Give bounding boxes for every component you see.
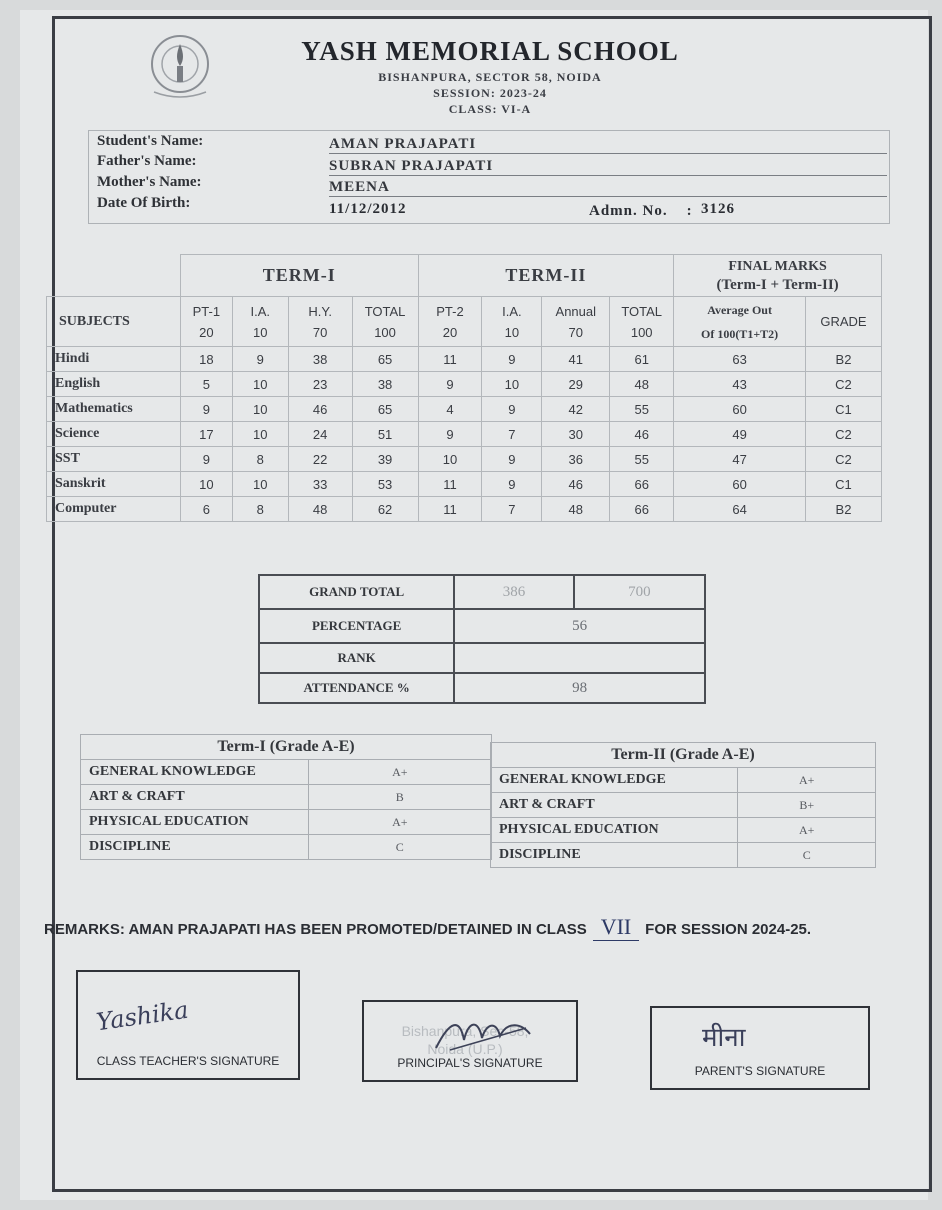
percentage-value: 56: [454, 609, 705, 643]
summary-table: [258, 574, 706, 704]
col-header: H.Y. 70: [288, 297, 352, 347]
principal-signature-mark: [430, 1010, 540, 1058]
table-row: [47, 447, 882, 472]
session: SESSION: 2023-24: [433, 86, 547, 100]
mark-cell: 10: [232, 397, 288, 422]
mark-cell: 36: [542, 447, 610, 472]
mark-cell: 17: [180, 422, 232, 447]
mark-cell: 63: [674, 347, 806, 372]
rank-value: [454, 643, 705, 673]
mark-cell: 4: [418, 397, 482, 422]
activity-grade: B+: [738, 793, 876, 818]
mark-cell: 7: [482, 422, 542, 447]
grand-total-label: GRAND TOTAL: [259, 575, 454, 609]
mark-cell: 66: [610, 472, 674, 497]
mark-cell: 22: [288, 447, 352, 472]
col-header: TOTAL 100: [610, 297, 674, 347]
mark-cell: 8: [232, 447, 288, 472]
mark-cell: 9: [180, 447, 232, 472]
col-header: Annual 70: [542, 297, 610, 347]
table-row: [81, 785, 492, 810]
remarks: [44, 914, 811, 941]
mark-cell: 65: [352, 397, 418, 422]
principal-caption: PRINCIPAL'S SIGNATURE: [397, 1056, 543, 1070]
table-row: [47, 397, 882, 422]
mark-cell: 9: [418, 422, 482, 447]
mark-cell: 30: [542, 422, 610, 447]
subject-name: Hindi: [47, 347, 181, 372]
dob-label: Date Of Birth:: [97, 195, 191, 211]
mark-cell: 55: [610, 397, 674, 422]
column-header-row: [47, 297, 882, 347]
term1-heading: TERM-I: [180, 255, 418, 297]
col-header: TOTAL 100: [352, 297, 418, 347]
mark-cell: 38: [288, 347, 352, 372]
mark-cell: 9: [232, 347, 288, 372]
table-row: [47, 497, 882, 522]
mark-cell: 46: [542, 472, 610, 497]
father-name: SUBRAN PRAJAPATI: [329, 158, 887, 176]
activity-grade: B: [308, 785, 491, 810]
table-row: [491, 793, 876, 818]
mark-cell: 43: [674, 372, 806, 397]
mark-cell: 5: [180, 372, 232, 397]
mark-cell: 10: [482, 372, 542, 397]
class: CLASS: VI-A: [448, 102, 532, 116]
col-header: PT-2 20: [418, 297, 482, 347]
activity-name: DISCIPLINE: [81, 835, 309, 860]
grand-total-obtained: 386: [454, 575, 573, 609]
activity-grade: A+: [738, 768, 876, 793]
subject-name: English: [47, 372, 181, 397]
mark-cell: 48: [288, 497, 352, 522]
mark-cell: 60: [674, 472, 806, 497]
admn-number: 3126: [701, 201, 735, 217]
principal-signature-box: [362, 1000, 578, 1082]
table-row: [81, 835, 492, 860]
activity-grade: A+: [308, 760, 491, 785]
mark-cell: 10: [232, 372, 288, 397]
parent-signature-box: [650, 1006, 870, 1090]
mark-cell: 10: [232, 472, 288, 497]
class-teacher-caption: CLASS TEACHER'S SIGNATURE: [96, 1054, 280, 1068]
mark-cell: 11: [418, 347, 482, 372]
table-row: [47, 347, 882, 372]
remarks-prefix: REMARKS: AMAN PRAJAPATI HAS BEEN PROMOTED/DETAINED IN CLASS: [44, 921, 587, 938]
term2-coscholastic-table: [490, 742, 876, 868]
mark-cell: 29: [542, 372, 610, 397]
table-row: [491, 843, 876, 868]
mark-cell: 24: [288, 422, 352, 447]
mark-cell: 47: [674, 447, 806, 472]
mark-cell: 42: [542, 397, 610, 422]
dob-value: 11/12/2012: [329, 201, 407, 217]
activity-name: PHYSICAL EDUCATION: [491, 818, 738, 843]
subject-name: Computer: [47, 497, 181, 522]
father-name-label: Father's Name:: [97, 153, 197, 169]
mark-cell: 41: [542, 347, 610, 372]
activity-grade: C: [308, 835, 491, 860]
subject-name: Sanskrit: [47, 472, 181, 497]
student-info-box: [88, 130, 890, 224]
mark-cell: 62: [352, 497, 418, 522]
promoted-class: VII: [593, 914, 639, 941]
term1-coscholastic-title: Term-I (Grade A-E): [81, 735, 492, 760]
mark-cell: 9: [482, 397, 542, 422]
subjects-header: SUBJECTS: [47, 297, 181, 347]
activity-name: ART & CRAFT: [491, 793, 738, 818]
table-row: [491, 768, 876, 793]
mark-cell: 48: [610, 372, 674, 397]
school-logo-icon: [140, 30, 220, 102]
mark-cell: 60: [674, 397, 806, 422]
mark-cell: C2: [805, 447, 881, 472]
table-row: [47, 472, 882, 497]
grade-header: GRADE: [805, 297, 881, 347]
mark-cell: 51: [352, 422, 418, 447]
mark-cell: 9: [418, 372, 482, 397]
subject-name: Mathematics: [47, 397, 181, 422]
mark-cell: 65: [352, 347, 418, 372]
term2-heading: TERM-II: [418, 255, 674, 297]
term1-coscholastic-table: [80, 734, 492, 860]
mark-cell: B2: [805, 497, 881, 522]
mark-cell: C1: [805, 397, 881, 422]
attendance-label: ATTENDANCE %: [259, 673, 454, 703]
activity-grade: C: [738, 843, 876, 868]
mark-cell: 11: [418, 497, 482, 522]
activity-name: DISCIPLINE: [491, 843, 738, 868]
activity-name: GENERAL KNOWLEDGE: [81, 760, 309, 785]
mark-cell: 9: [180, 397, 232, 422]
mark-cell: 6: [180, 497, 232, 522]
activity-name: PHYSICAL EDUCATION: [81, 810, 309, 835]
percentage-label: PERCENTAGE: [259, 609, 454, 643]
mark-cell: 9: [482, 347, 542, 372]
col-header: PT-1 20: [180, 297, 232, 347]
grand-total-max: 700: [574, 575, 705, 609]
marks-table: [46, 254, 882, 522]
mark-cell: 10: [232, 422, 288, 447]
mark-cell: C2: [805, 422, 881, 447]
mark-cell: 7: [482, 497, 542, 522]
mark-cell: C1: [805, 472, 881, 497]
mark-cell: C2: [805, 372, 881, 397]
mark-cell: 18: [180, 347, 232, 372]
mark-cell: 10: [180, 472, 232, 497]
table-row: [47, 422, 882, 447]
col-header: I.A. 10: [482, 297, 542, 347]
table-row: [491, 818, 876, 843]
term2-coscholastic-title: Term-II (Grade A-E): [491, 743, 876, 768]
mark-cell: 33: [288, 472, 352, 497]
table-row: [47, 372, 882, 397]
mark-cell: 46: [288, 397, 352, 422]
activity-grade: A+: [738, 818, 876, 843]
rank-label: RANK: [259, 643, 454, 673]
mark-cell: 48: [542, 497, 610, 522]
blank-corner: [47, 255, 181, 297]
school-stamp: Bishanpura, Sec-58, Noida (U.P.): [401, 1023, 529, 1057]
activity-grade: A+: [308, 810, 491, 835]
mark-cell: 38: [352, 372, 418, 397]
school-address: BISHANPURA, SECTOR 58, NOIDA: [378, 70, 602, 84]
remarks-suffix: FOR SESSION 2024-25.: [645, 921, 812, 938]
subject-name: SST: [47, 447, 181, 472]
mark-cell: 10: [418, 447, 482, 472]
table-row: [81, 760, 492, 785]
attendance-value: 98: [454, 673, 705, 703]
mark-cell: 49: [674, 422, 806, 447]
mark-cell: 53: [352, 472, 418, 497]
mark-cell: 9: [482, 472, 542, 497]
subject-name: Science: [47, 422, 181, 447]
mark-cell: B2: [805, 347, 881, 372]
mark-cell: 66: [610, 497, 674, 522]
mark-cell: 8: [232, 497, 288, 522]
mark-cell: 11: [418, 472, 482, 497]
activity-name: ART & CRAFT: [81, 785, 309, 810]
school-name: YASH MEMORIAL SCHOOL: [301, 36, 679, 66]
student-name-label: Student's Name:: [97, 133, 204, 149]
teacher-signature-mark: Yashika: [94, 995, 191, 1037]
mark-cell: 61: [610, 347, 674, 372]
mother-name: MEENA: [329, 179, 887, 197]
mark-cell: 23: [288, 372, 352, 397]
mark-cell: 46: [610, 422, 674, 447]
final-marks-heading: FINAL MARKS (Term-I + Term-II): [674, 255, 882, 297]
student-name: AMAN PRAJAPATI: [329, 136, 887, 154]
table-row: [81, 810, 492, 835]
parent-signature-mark: मीना: [702, 1023, 746, 1053]
admn-label: Admn. No. :: [589, 203, 693, 219]
mark-cell: 55: [610, 447, 674, 472]
col-header: I.A. 10: [232, 297, 288, 347]
parent-caption: PARENT'S SIGNATURE: [694, 1064, 826, 1078]
mark-cell: 9: [482, 447, 542, 472]
mother-name-label: Mother's Name:: [97, 174, 202, 190]
average-header: Average Out Of 100(T1+T2): [674, 297, 806, 347]
mark-cell: 64: [674, 497, 806, 522]
mark-cell: 39: [352, 447, 418, 472]
class-teacher-signature-box: [76, 970, 300, 1080]
activity-name: GENERAL KNOWLEDGE: [491, 768, 738, 793]
